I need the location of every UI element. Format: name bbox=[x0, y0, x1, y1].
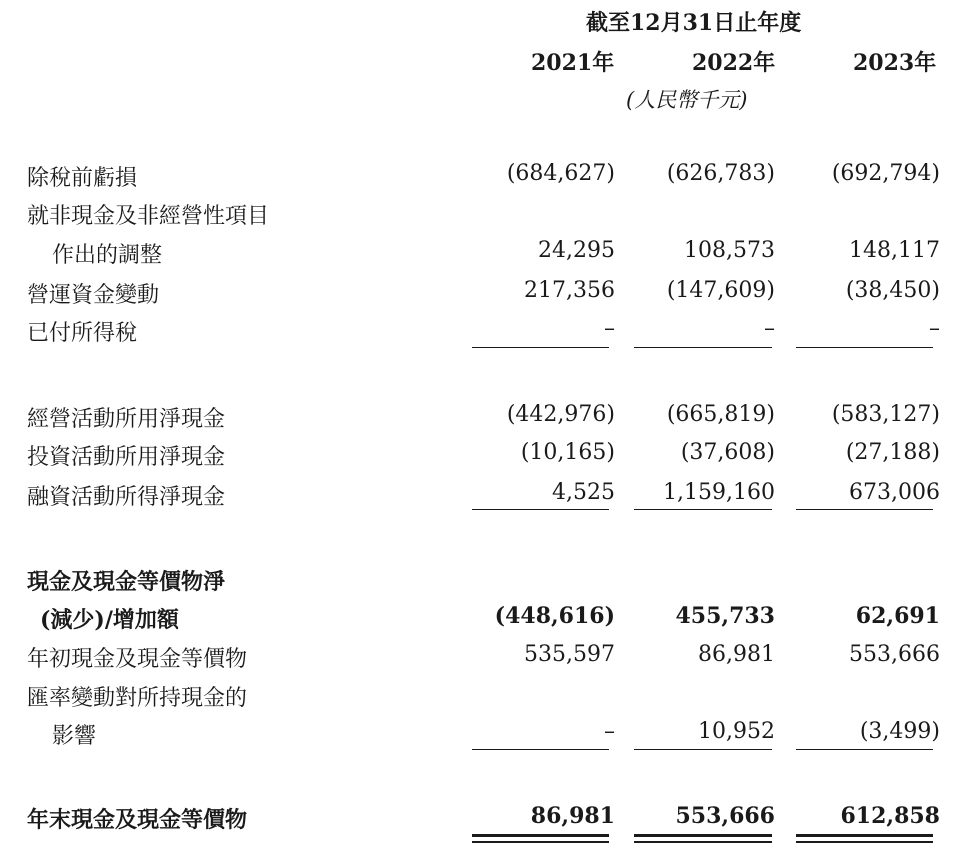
row-label: 除稅前虧損 bbox=[27, 166, 138, 191]
cell-2021: (442,976) bbox=[506, 402, 615, 427]
cell-2021: (684,627) bbox=[506, 161, 615, 186]
subtotal-rule bbox=[472, 509, 609, 510]
row-label: 營運資金變動 bbox=[27, 283, 160, 308]
cell-2021: (448,616) bbox=[494, 603, 615, 629]
row-label: 投資活動所用淨現金 bbox=[27, 445, 226, 470]
cell-2022: 10,952 bbox=[698, 719, 775, 744]
cell-2023: – bbox=[929, 316, 940, 341]
subtotal-rule bbox=[634, 749, 772, 750]
cell-2023: 612,858 bbox=[840, 803, 940, 829]
cell-2021: 24,295 bbox=[538, 238, 615, 263]
year-2022-header: 2022年 bbox=[692, 50, 776, 76]
cell-2022: (665,819) bbox=[666, 402, 775, 427]
row-label: 現金及現金等價物淨 bbox=[27, 569, 226, 595]
subtotal-rule bbox=[796, 347, 933, 348]
cell-2022: 553,666 bbox=[675, 803, 775, 829]
row-label: 年初現金及現金等價物 bbox=[27, 647, 248, 672]
row-label: 已付所得稅 bbox=[27, 321, 138, 346]
row-label: 作出的調整 bbox=[52, 243, 163, 268]
cell-2023: 673,006 bbox=[849, 480, 940, 505]
cell-2021: 535,597 bbox=[524, 642, 615, 667]
subtotal-rule bbox=[634, 347, 772, 348]
row-label: 經營活動所用淨現金 bbox=[27, 407, 226, 432]
cell-2023: 553,666 bbox=[849, 642, 940, 667]
cell-2023: (38,450) bbox=[845, 278, 940, 303]
subtotal-rule bbox=[472, 347, 609, 348]
year-2023-header: 2023年 bbox=[853, 50, 937, 76]
cell-2021: 217,356 bbox=[524, 278, 615, 303]
cell-2021: (10,165) bbox=[520, 440, 615, 465]
cell-2023: (692,794) bbox=[831, 161, 940, 186]
cell-2022: – bbox=[764, 316, 775, 341]
subtotal-rule bbox=[634, 509, 772, 510]
cell-2023: (27,188) bbox=[845, 440, 940, 465]
cell-2021: 86,981 bbox=[530, 803, 615, 829]
cell-2022: (147,609) bbox=[666, 278, 775, 303]
row-label: 就非現金及非經營性項目 bbox=[27, 204, 270, 229]
row-label: 年末現金及現金等價物 bbox=[27, 807, 248, 833]
total-double-rule bbox=[472, 834, 609, 843]
total-double-rule bbox=[796, 834, 933, 843]
cell-2023: 62,691 bbox=[855, 603, 940, 629]
year-2021-header: 2021年 bbox=[531, 50, 615, 76]
subtotal-rule bbox=[472, 749, 609, 750]
cell-2021: – bbox=[604, 316, 615, 341]
cell-2021: – bbox=[604, 719, 615, 744]
subtotal-rule bbox=[796, 749, 933, 750]
cell-2023: (583,127) bbox=[831, 402, 940, 427]
cell-2022: 86,981 bbox=[698, 642, 775, 667]
unit-label: (人民幣千元) bbox=[626, 88, 748, 112]
cell-2022: 1,159,160 bbox=[663, 480, 775, 505]
period-header: 截至12月31日止年度 bbox=[586, 10, 802, 36]
cell-2022: (626,783) bbox=[666, 161, 775, 186]
subtotal-rule bbox=[796, 509, 933, 510]
cell-2021: 4,525 bbox=[552, 480, 615, 505]
cell-2022: 108,573 bbox=[684, 238, 775, 263]
row-label: 匯率變動對所持現金的 bbox=[27, 686, 248, 711]
cell-2023: 148,117 bbox=[849, 238, 940, 263]
row-label: 影響 bbox=[52, 724, 97, 749]
cell-2022: 455,733 bbox=[675, 603, 775, 629]
total-double-rule bbox=[634, 834, 772, 843]
row-label: 融資活動所得淨現金 bbox=[27, 485, 226, 510]
cell-2022: (37,608) bbox=[680, 440, 775, 465]
cell-2023: (3,499) bbox=[859, 719, 940, 744]
row-label: (減少)/增加額 bbox=[40, 607, 179, 633]
